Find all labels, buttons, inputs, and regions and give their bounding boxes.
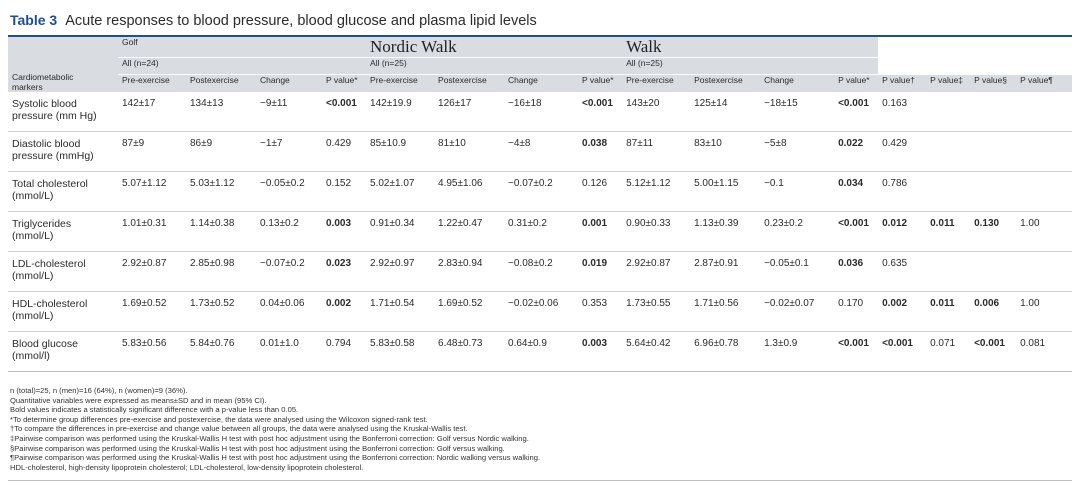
table-cell: 0.126 (578, 172, 622, 212)
table-cell (1016, 252, 1072, 292)
table-cell: <0.001 (878, 332, 926, 372)
table-cell: 5.83±0.56 (118, 332, 186, 372)
table-cell: <0.001 (578, 92, 622, 132)
table-cell: 5.64±0.42 (622, 332, 690, 372)
table-cell: 0.011 (926, 292, 970, 332)
table-cell: 0.012 (878, 212, 926, 252)
col-pvalue-section: P value§ (970, 75, 1016, 93)
group-name-golf: Golf (118, 37, 366, 58)
footnote-line: n (total)=25, n (men)=16 (64%), n (women)=9 (36%). (10, 386, 188, 395)
table-cell: 0.01±1.0 (256, 332, 322, 372)
table-cell: 2.92±0.87 (622, 252, 690, 292)
footnote-line: ¶Pairwise comparison was performed using the Kruskal-Wallis H test with post hoc adjustment using the Bonferroni correction: Nordic walking versus walking. (10, 453, 541, 463)
row-marker (8, 132, 118, 172)
table-cell: 0.794 (322, 332, 366, 372)
col-walk-post: Postexercise (690, 75, 760, 93)
row-marker-line1: Triglycerides (12, 218, 72, 230)
table-cell: 1.00 (1016, 212, 1072, 252)
col-nordic-change: Change (504, 75, 578, 93)
table-cell: −0.1 (760, 172, 834, 212)
table-cell (926, 132, 970, 172)
table-cell: 5.84±0.76 (186, 332, 256, 372)
table-cell: 5.07±1.12 (118, 172, 186, 212)
col-nordic-pvalue: P value* (578, 75, 622, 93)
table-cell (1016, 92, 1072, 132)
subgroup-walk: All (n=25) (622, 58, 878, 75)
table-cell: 0.071 (926, 332, 970, 372)
table-cell: 0.011 (926, 212, 970, 252)
table-cell: 0.786 (878, 172, 926, 212)
subgroup-nordic-walk: All (n=25) (366, 58, 622, 75)
table-cell: 81±10 (434, 132, 504, 172)
row-marker-line2: (mmol/L) (12, 190, 54, 202)
footnote-line: §Pairwise comparison was performed using the Kruskal-Wallis H test with post hoc adjustment using the Bonferroni correction: Golf versus walking. (10, 443, 505, 453)
row-marker (8, 92, 118, 132)
table-cell: 2.92±0.87 (118, 252, 186, 292)
table-cell: <0.001 (970, 332, 1016, 372)
table-cell (970, 252, 1016, 292)
table-cell (970, 132, 1016, 172)
table-cell: 1.14±0.38 (186, 212, 256, 252)
table-cell: 0.130 (970, 212, 1016, 252)
table-cell: 0.023 (322, 252, 366, 292)
table-row (8, 252, 1072, 292)
table-cell: 5.12±1.12 (622, 172, 690, 212)
group-name-nordic-walk: Nordic Walk (366, 37, 622, 58)
table-cell: 0.036 (834, 252, 878, 292)
table-cell: 0.23±0.2 (760, 212, 834, 252)
table-cell: 1.69±0.52 (434, 292, 504, 332)
table-cell: −0.05±0.2 (256, 172, 322, 212)
table-cell (1016, 172, 1072, 212)
table-cell: 0.13±0.2 (256, 212, 322, 252)
table-cell: 1.3±0.9 (760, 332, 834, 372)
table-cell: 0.006 (970, 292, 1016, 332)
table-label: Table 3 (10, 12, 58, 28)
table-cell: −9±11 (256, 92, 322, 132)
table-cell: 2.92±0.97 (366, 252, 434, 292)
table-cell: −0.05±0.1 (760, 252, 834, 292)
col-golf-pre: Pre-exercise (118, 75, 186, 93)
table-cell: 0.635 (878, 252, 926, 292)
table-cell: 6.48±0.73 (434, 332, 504, 372)
table-cell: 0.64±0.9 (504, 332, 578, 372)
subgroup-golf: All (n=24) (118, 58, 366, 75)
table-cell: 1.22±0.47 (434, 212, 504, 252)
table-cell (926, 172, 970, 212)
col-nordic-pre: Pre-exercise (366, 75, 434, 93)
table-cell: 87±11 (622, 132, 690, 172)
table-cell: 0.163 (878, 92, 926, 132)
col-walk-change: Change (760, 75, 834, 93)
group-header-row (8, 37, 1072, 58)
table-cell: 2.83±0.94 (434, 252, 504, 292)
marker-column-header (8, 37, 118, 92)
table-cell: 1.01±0.31 (118, 212, 186, 252)
row-marker-line1: Diastolic blood (12, 138, 81, 150)
table-cell: <0.001 (834, 332, 878, 372)
table-cell: −0.02±0.06 (504, 292, 578, 332)
col-walk-pvalue: P value* (834, 75, 878, 93)
footnote-line: †To compare the differences in pre-exercise and change value between all groups, the data were analysed using the Kruskal-Wallis test. (10, 424, 468, 434)
subgroup-header-spacer (878, 58, 1072, 75)
table-cell: 0.003 (322, 212, 366, 252)
row-marker (8, 252, 118, 292)
table-cell (926, 252, 970, 292)
table-cell: 87±9 (118, 132, 186, 172)
table-cell (1016, 132, 1072, 172)
col-walk-pre: Pre-exercise (622, 75, 690, 93)
table-cell: 2.87±0.91 (690, 252, 760, 292)
table-cell: 0.152 (322, 172, 366, 212)
table-cell: 1.71±0.56 (690, 292, 760, 332)
table-cell: 0.429 (878, 132, 926, 172)
col-pvalue-double-dagger: P value‡ (926, 75, 970, 93)
table-cell: −0.02±0.07 (760, 292, 834, 332)
footnote-line: *To determine group differences pre-exercise and postexercise, the data were analysed using the Wilcoxon signed-rank test. (10, 414, 428, 424)
row-marker-line1: HDL-cholesterol (12, 298, 88, 310)
row-marker (8, 172, 118, 212)
table-cell: 1.71±0.54 (366, 292, 434, 332)
table-cell: 83±10 (690, 132, 760, 172)
table-cell: 86±9 (186, 132, 256, 172)
table-cell: −1±7 (256, 132, 322, 172)
row-marker-line2: (mmol/L) (12, 230, 54, 242)
table-title: Acute responses to blood pressure, blood glucose and plasma lipid levels (65, 13, 537, 29)
table-cell: −16±18 (504, 92, 578, 132)
table-cell: −5±8 (760, 132, 834, 172)
table-cell: 0.170 (834, 292, 878, 332)
table-cell: 5.02±1.07 (366, 172, 434, 212)
col-golf-post: Postexercise (186, 75, 256, 93)
table-cell: −4±8 (504, 132, 578, 172)
table-cell: 5.00±1.15 (690, 172, 760, 212)
table-row (8, 172, 1072, 212)
col-pvalue-pilcrow: P value¶ (1016, 75, 1072, 93)
table-row (8, 332, 1072, 372)
table-cell: 0.90±0.33 (622, 212, 690, 252)
table-cell: <0.001 (834, 92, 878, 132)
marker-header-line2: markers (12, 82, 43, 92)
row-marker (8, 212, 118, 252)
table-cell: 0.019 (578, 252, 622, 292)
table-cell: −0.07±0.2 (256, 252, 322, 292)
footnote-line: HDL-cholesterol, high-density lipoprotein cholesterol; LDL-cholesterol, low-density lipoprotein cholesterol. (10, 462, 364, 472)
table-cell: −18±15 (760, 92, 834, 132)
table-row (8, 212, 1072, 252)
table-cell: 85±10.9 (366, 132, 434, 172)
row-marker-line2: (mmol/L) (12, 270, 54, 282)
table-cell: 6.96±0.78 (690, 332, 760, 372)
table-cell: 0.353 (578, 292, 622, 332)
table-cell: 142±17 (118, 92, 186, 132)
table-cell (926, 92, 970, 132)
row-marker-line2: (mmol/l) (12, 350, 50, 362)
table-footnotes (8, 386, 1072, 472)
row-marker-line2: (mmol/L) (12, 310, 54, 322)
table-figure (8, 0, 1072, 481)
table-cell (970, 92, 1016, 132)
table-row (8, 132, 1072, 172)
table-cell: 0.003 (578, 332, 622, 372)
footnote-line: Quantitative variables were expressed as means±SD and in mean (95% CI). (10, 395, 267, 405)
col-nordic-post: Postexercise (434, 75, 504, 93)
column-header-row (8, 75, 1072, 93)
table-cell: 2.85±0.98 (186, 252, 256, 292)
table-cell: 0.91±0.34 (366, 212, 434, 252)
row-marker-line1: Blood glucose (12, 338, 78, 350)
table-cell (970, 172, 1016, 212)
table-cell: 1.73±0.55 (622, 292, 690, 332)
table-row (8, 92, 1072, 132)
table-cell: 1.73±0.52 (186, 292, 256, 332)
table-cell: 143±20 (622, 92, 690, 132)
row-marker-line2: pressure (mm Hg) (12, 110, 97, 122)
table-title-bar (8, 10, 1072, 37)
table-cell: 0.081 (1016, 332, 1072, 372)
table-row (8, 292, 1072, 332)
table-cell: 0.002 (322, 292, 366, 332)
table-cell: 142±19.9 (366, 92, 434, 132)
table-cell: 0.022 (834, 132, 878, 172)
results-table (8, 37, 1072, 372)
col-golf-pvalue: P value* (322, 75, 366, 93)
table-cell: 1.69±0.52 (118, 292, 186, 332)
table-cell: 0.038 (578, 132, 622, 172)
group-name-walk: Walk (622, 37, 878, 58)
footnote-line: Bold values indicates a statistically significant difference with a p-value less than 0.05. (10, 405, 299, 415)
table-body (8, 92, 1072, 372)
row-marker (8, 332, 118, 372)
table-cell: <0.001 (322, 92, 366, 132)
row-marker-line2: pressure (mmHg) (12, 150, 94, 162)
subgroup-header-row (8, 58, 1072, 75)
table-cell: 0.034 (834, 172, 878, 212)
table-cell: 1.13±0.39 (690, 212, 760, 252)
table-cell: 0.31±0.2 (504, 212, 578, 252)
row-marker-line1: Systolic blood (12, 98, 77, 110)
table-cell: <0.001 (834, 212, 878, 252)
col-golf-change: Change (256, 75, 322, 93)
table-cell: 126±17 (434, 92, 504, 132)
table-cell: 0.04±0.06 (256, 292, 322, 332)
col-pvalue-dagger: P value† (878, 75, 926, 93)
table-cell: −0.08±0.2 (504, 252, 578, 292)
table-cell: 4.95±1.06 (434, 172, 504, 212)
table-cell: 0.002 (878, 292, 926, 332)
table-cell: 5.83±0.58 (366, 332, 434, 372)
group-header-spacer (878, 37, 1072, 58)
table-cell: 5.03±1.12 (186, 172, 256, 212)
table-cell: −0.07±0.2 (504, 172, 578, 212)
row-marker-line1: LDL-cholesterol (12, 258, 86, 270)
table-cell: 0.429 (322, 132, 366, 172)
row-marker-line1: Total cholesterol (12, 178, 88, 190)
footnote-line: ‡Pairwise comparison was performed using the Kruskal-Wallis H test with post hoc adjustment using the Bonferroni correction: Golf versus Nordic walking. (10, 433, 529, 443)
table-cell: 134±13 (186, 92, 256, 132)
marker-header-line1: Cardiometabolic (12, 72, 74, 82)
row-marker (8, 292, 118, 332)
table-cell: 125±14 (690, 92, 760, 132)
table-cell: 0.001 (578, 212, 622, 252)
table-cell: 1.00 (1016, 292, 1072, 332)
